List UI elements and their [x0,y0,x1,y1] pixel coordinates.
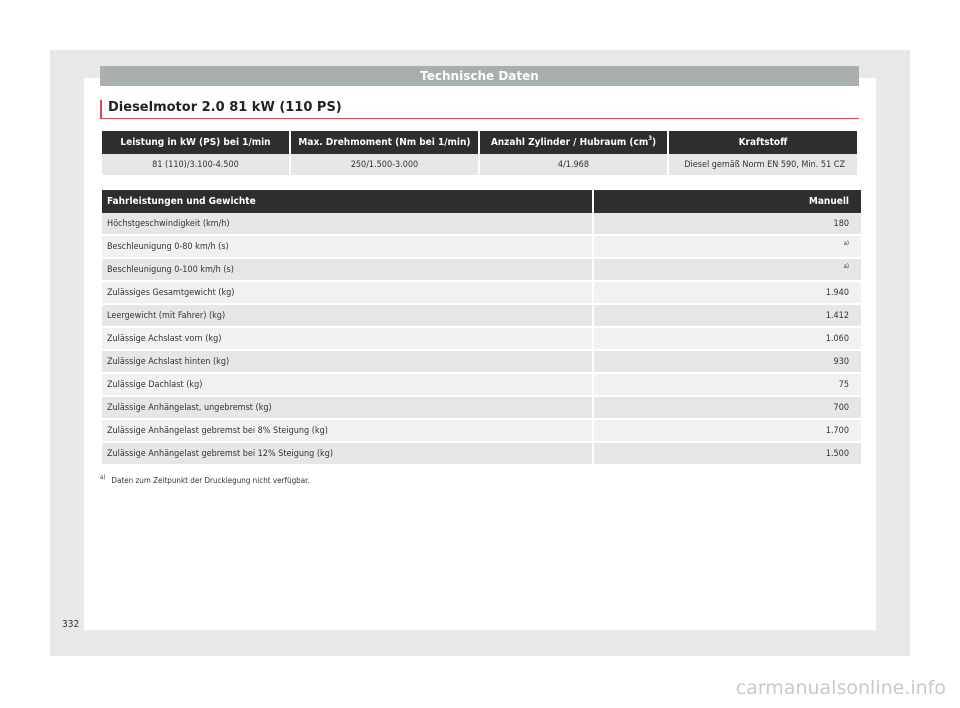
section-title: Technische Daten [100,66,859,86]
row-value [594,236,861,259]
footnote-ref: a) [843,239,849,247]
cell-power: 81 (110)/3.100-4.500 [102,154,289,177]
header-torque: Max. Drehmoment (Nm bei 1/min) [291,131,478,154]
header-manual: Manuell [594,190,861,213]
table-row [102,282,861,305]
table-row [102,420,861,443]
header-cylinders-sup: 3 [648,135,652,142]
row-label: Zulässige Achslast hinten (kg) [102,351,592,374]
engine-table-header [102,131,857,154]
row-value: 700 [594,397,861,420]
table-row [102,154,857,177]
table-row [102,213,861,236]
row-value: 1.500 [594,443,861,466]
row-label: Zulässige Dachlast (kg) [102,374,592,397]
watermark: carmanualsonline.info [735,677,946,699]
row-value: 75 [594,374,861,397]
header-fuel: Kraftstoff [669,131,857,154]
row-label: Zulässige Anhängelast, ungebremst (kg) [102,397,592,420]
page-number: 332 [62,619,80,630]
performance-table [100,190,863,466]
table-row [102,259,861,282]
cell-torque: 250/1.500-3.000 [291,154,478,177]
row-label: Zulässiges Gesamtgewicht (kg) [102,282,592,305]
header-cylinders-text: Anzahl Zylinder / Hubraum (cm [490,137,649,148]
table-row [102,351,861,374]
row-value: 930 [594,351,861,374]
table-row [102,397,861,420]
table-row [102,443,861,466]
footnote-text: Daten zum Zeitpunkt der Drucklegung nicht verfügbar. [111,476,310,485]
cell-cylinders: 4/1.968 [480,154,667,177]
row-value: 1.060 [594,328,861,351]
engine-heading-text: Dieselmotor 2.0 81 kW (110 PS) [108,100,342,115]
header-power: Leistung in kW (PS) bei 1/min [102,131,289,154]
row-value: 1.940 [594,282,861,305]
footnote-marker: a) [100,474,106,481]
row-label: Höchstgeschwindigkeit (km/h) [102,213,592,236]
table-row [102,328,861,351]
header-performance: Fahrleistungen und Gewichte [102,190,592,213]
cell-fuel: Diesel gemäß Norm EN 590, Min. 51 CZ [669,154,857,177]
row-label: Beschleunigung 0-100 km/h (s) [102,259,592,282]
row-value: 1.412 [594,305,861,328]
performance-table-header [102,190,861,213]
row-label: Zulässige Anhängelast gebremst bei 8% Steigung (kg) [102,420,592,443]
row-value: 180 [594,213,861,236]
header-cylinders-close: ) [651,137,657,148]
row-label: Zulässige Anhängelast gebremst bei 12% Steigung (kg) [102,443,592,466]
row-value: 1.700 [594,420,861,443]
table-row [102,374,861,397]
engine-table [100,131,859,177]
table-row [102,305,861,328]
footnote-ref: a) [843,262,849,270]
row-label: Leergewicht (mit Fahrer) (kg) [102,305,592,328]
row-label: Beschleunigung 0-80 km/h (s) [102,236,592,259]
footnote [100,476,310,485]
table-row [102,236,861,259]
header-cylinders [480,131,667,154]
engine-heading [100,100,859,119]
row-label: Zulässige Achslast vorn (kg) [102,328,592,351]
row-value [594,259,861,282]
